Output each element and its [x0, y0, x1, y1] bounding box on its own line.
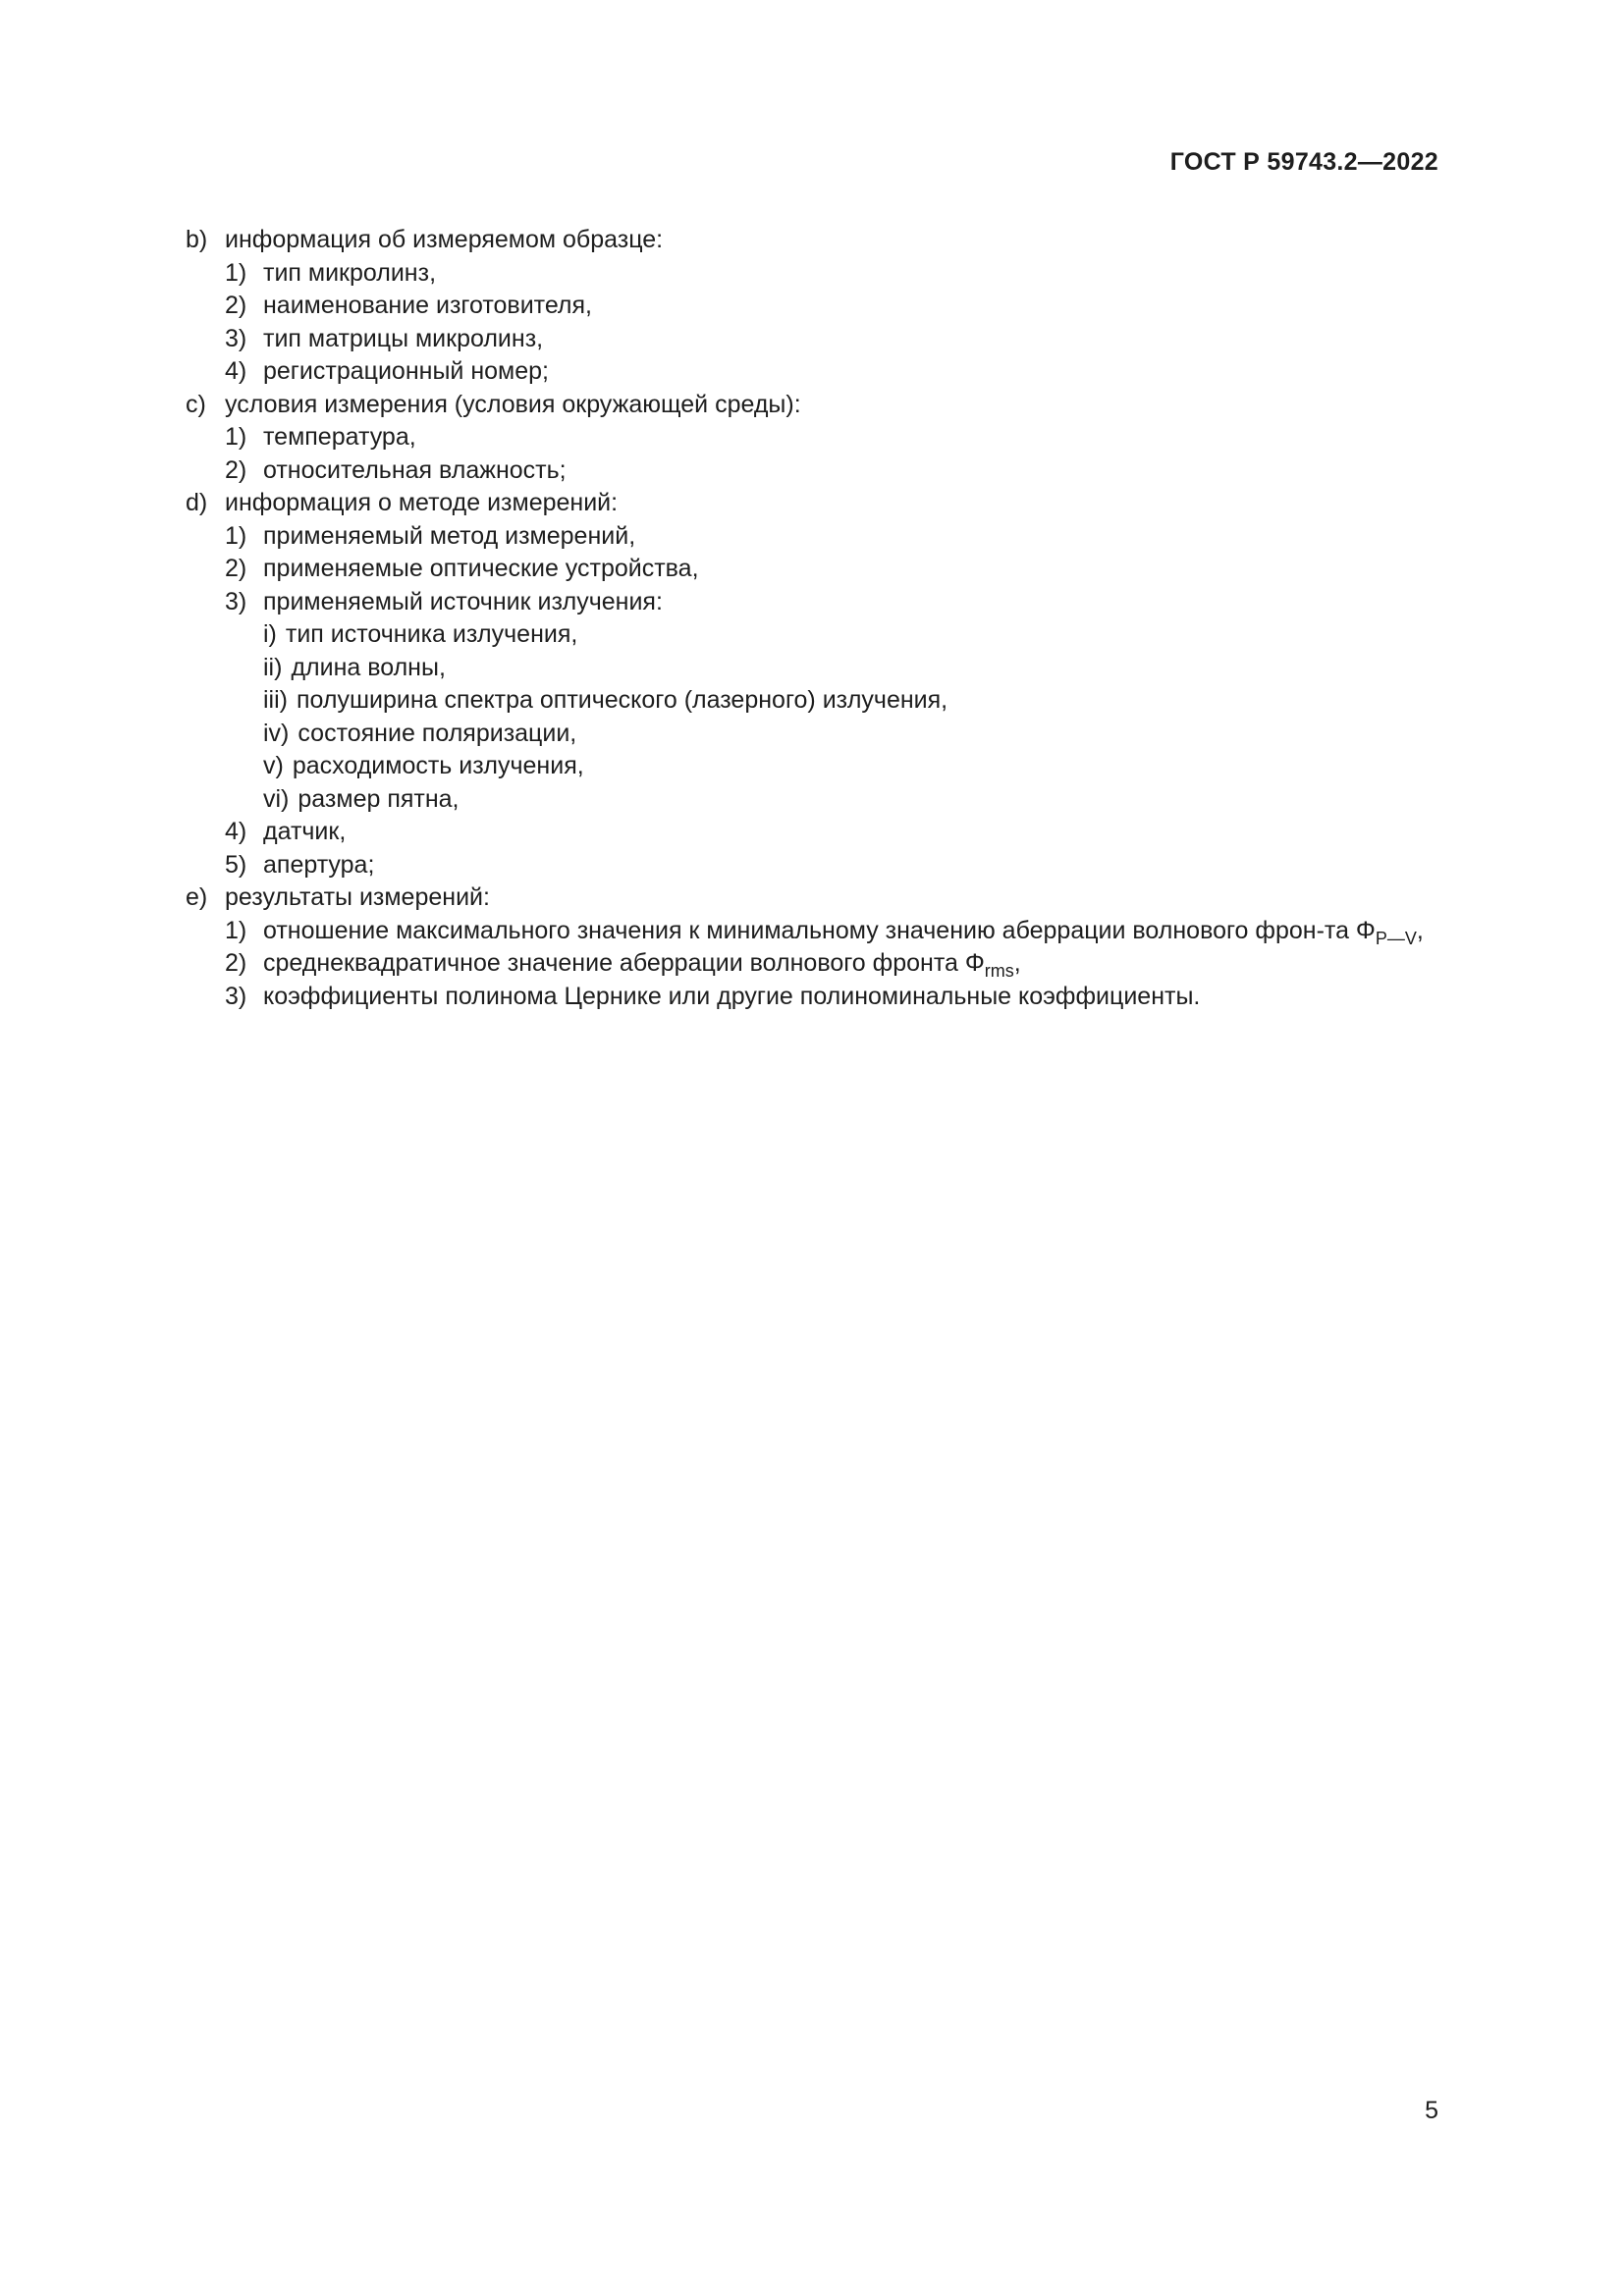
list-item [186, 553, 1438, 586]
list-item [186, 421, 1438, 454]
list-marker: ii) [263, 653, 283, 681]
list-item-text: полуширина спектра оптического (лазерного) излучения, [297, 686, 948, 714]
list-item-text: тип микролинз, [263, 258, 437, 287]
list-marker: 1) [225, 916, 247, 944]
list-marker: 4) [225, 818, 247, 845]
list-marker: vi) [263, 784, 290, 813]
list-item [186, 947, 1438, 981]
list-item-text: апертура; [263, 850, 375, 879]
list-marker: v) [263, 752, 284, 779]
list-item [186, 257, 1438, 291]
section-title: условия измерения (условия окружающей среды): [225, 390, 801, 418]
list-marker: 1) [225, 258, 247, 287]
list-marker: 2) [225, 949, 247, 977]
section-c [186, 389, 1438, 422]
sublist-item [186, 652, 1438, 685]
list-marker: i) [263, 620, 277, 648]
list-item-text: применяемые оптические устройства, [263, 555, 699, 582]
list-item-text: размер пятна, [298, 784, 460, 813]
list-item [186, 816, 1438, 849]
subscript: rms [984, 961, 1014, 981]
list-item [186, 520, 1438, 554]
list-marker: 2) [225, 292, 247, 319]
formula-text: среднеквадратичное значение аберрации волнового фронта Φ [263, 949, 985, 977]
list-item [186, 290, 1438, 323]
section-d [186, 487, 1438, 520]
list-marker: 1) [225, 423, 247, 451]
page-number: 5 [1425, 2097, 1438, 2124]
document-id-header: ГОСТ Р 59743.2—2022 [1169, 148, 1438, 176]
list-item-text: регистрационный номер; [263, 357, 549, 385]
list-marker: 2) [225, 555, 247, 582]
list-item [186, 586, 1438, 619]
list-item-text: тип источника излучения, [285, 620, 578, 648]
list-marker: 4) [225, 357, 247, 385]
sublist-item [186, 750, 1438, 783]
list-marker: iv) [263, 719, 290, 747]
sublist-item [186, 783, 1438, 817]
list-item-text: относительная влажность; [263, 455, 567, 484]
document-body [186, 224, 1438, 1013]
section-b [186, 224, 1438, 257]
list-item-text [263, 915, 1438, 948]
formula-text: отношение максимального значения к минимальному значению аберрации волнового фрон-та Φ [263, 916, 1376, 944]
list-item [186, 849, 1438, 882]
list-item-text: расходимость излучения, [292, 752, 584, 779]
list-item-text: тип матрицы микролинз, [263, 324, 544, 352]
list-item-text: применяемый метод измерений, [263, 521, 636, 550]
list-marker: 3) [225, 324, 247, 352]
list-item-text: наименование изготовителя, [263, 292, 592, 319]
list-marker: c) [186, 390, 206, 418]
list-item-text: применяемый источник излучения: [263, 587, 663, 615]
list-item-text: длина волны, [291, 653, 446, 681]
section-title: информация о методе измерений: [225, 489, 619, 516]
list-marker: 1) [225, 521, 247, 550]
sublist-item [186, 718, 1438, 751]
list-item-text: состояние поляризации, [298, 719, 577, 747]
list-marker: 2) [225, 455, 247, 484]
section-e [186, 881, 1438, 915]
list-item [186, 454, 1438, 488]
list-item [186, 355, 1438, 389]
list-item-text: температура, [263, 423, 416, 451]
list-marker: e) [186, 883, 208, 911]
section-title: результаты измерений: [225, 883, 490, 911]
sublist-item [186, 618, 1438, 652]
list-marker: b) [186, 226, 208, 253]
punctuation: , [1416, 916, 1424, 944]
list-marker: iii) [263, 686, 288, 714]
list-item [186, 981, 1438, 1014]
subscript: P—V [1375, 928, 1417, 948]
list-item-text: коэффициенты полинома Цернике или другие полиноминальные коэффициенты. [263, 982, 1201, 1010]
sublist-item [186, 684, 1438, 718]
list-item [186, 323, 1438, 356]
list-marker: 3) [225, 587, 247, 615]
list-marker: 3) [225, 982, 247, 1010]
section-title: информация об измеряемом образце: [225, 226, 664, 253]
list-marker: d) [186, 489, 208, 516]
punctuation: , [1013, 949, 1021, 977]
list-marker: 5) [225, 850, 247, 879]
list-item-text: датчик, [263, 818, 347, 845]
list-item-text [263, 947, 1438, 981]
list-item [186, 915, 1438, 948]
